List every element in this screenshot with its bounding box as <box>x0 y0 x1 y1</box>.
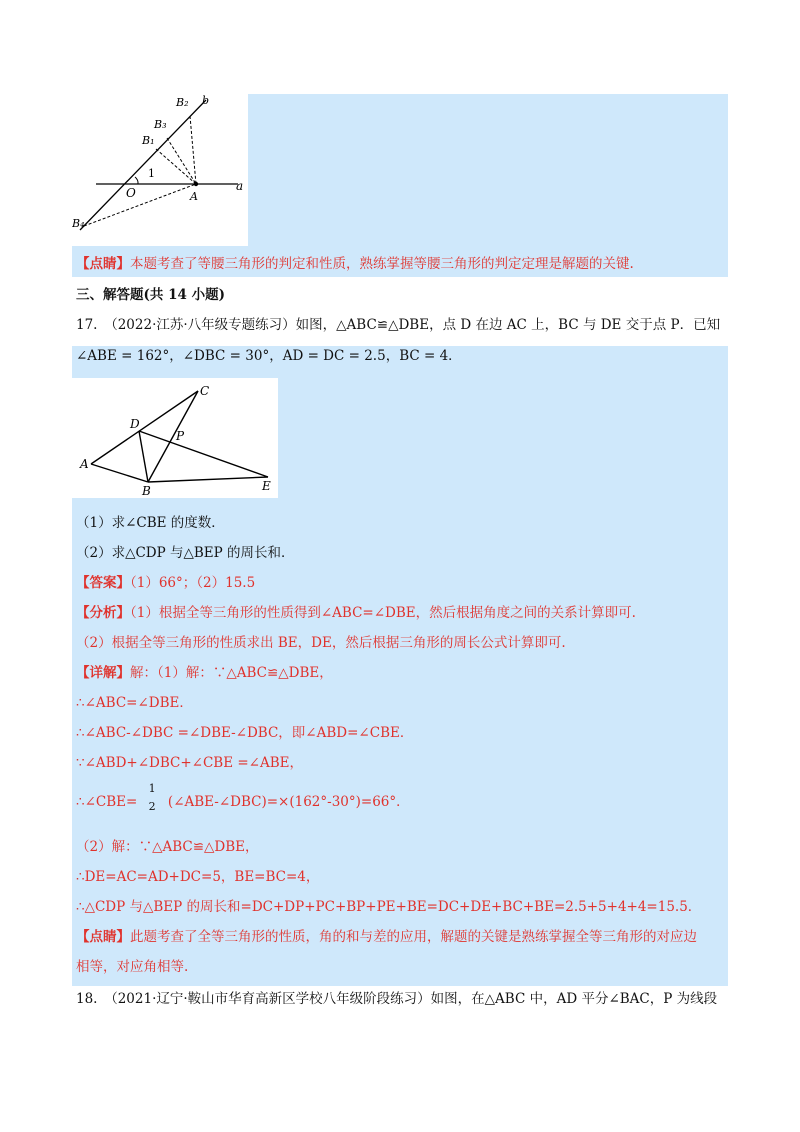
q17-stem-2: ∠ABE = 162°，∠DBC = 30°，AD = DC = 2.5，BC = 4． <box>76 348 462 364</box>
dianjing-line-1 <box>76 255 634 273</box>
label-B4: B₄ <box>72 217 85 230</box>
dianjing-tag: 【点睛】 <box>76 256 130 272</box>
q18-stem: 18. （2021·辽宁·鞍山市华育高新区学校八年级阶段练习）如图，在△ABC 中，AD 平分∠BAC，P 为线段 <box>76 991 718 1007</box>
fraction-denominator: 2 <box>148 799 156 813</box>
answer-tag: 【答案】 <box>76 575 130 591</box>
label-A: A <box>190 190 198 203</box>
label-b: b <box>202 94 210 107</box>
analysis-line-2: （2）根据全等三角形的性质求出 BE，DE，然后根据三角形的周长公式计算即可. <box>76 635 566 651</box>
label-B: B <box>142 484 151 498</box>
label-A: A <box>80 457 89 471</box>
dianjing-line-2 <box>76 928 697 946</box>
analysis-tag: 【分析】 <box>76 605 130 621</box>
answer-text: （1）66°；（2）15.5 <box>130 575 256 591</box>
q17-stem-1: 17. （2022·江苏·八年级专题练习）如图，△ABC≌△DBE，点 D 在边 AC 上，BC 与 DE 交于点 P．已知 <box>76 317 721 333</box>
label-P: P <box>176 429 185 443</box>
figure-congruent-triangles <box>72 378 278 498</box>
label-D: D <box>130 417 140 431</box>
label-B2: B₂ <box>176 96 189 109</box>
detail-line-2: ∴∠ABC=∠DBE． <box>76 695 193 711</box>
label-C: C <box>200 384 210 398</box>
detail-line-1 <box>76 664 333 682</box>
q17-sub-1: （1）求∠CBE 的度数． <box>76 515 225 531</box>
label-B1: B₁ <box>142 134 155 147</box>
detail-line-4: ∵∠ABD+∠DBC+∠CBE =∠ABE， <box>76 755 304 771</box>
section-title: 三、解答题(共 14 小题) <box>76 287 225 303</box>
label-E: E <box>262 479 271 493</box>
answer-line <box>76 574 255 592</box>
detail-line-7: ∴DE=AC=AD+DC=5，BE=BC=4， <box>76 869 320 885</box>
detail-line-6: （2）解：∵△ABC≌△DBE， <box>76 839 259 855</box>
detail-tag: 【详解】 <box>76 665 130 681</box>
label-a: a <box>236 179 244 193</box>
q17-sub-2: （2）求△CDP 与△BEP 的周长和． <box>76 545 295 561</box>
analysis-line-1 <box>76 604 636 622</box>
detail-line-3: ∴∠ABC-∠DBC =∠DBE-∠DBC，即∠ABD=∠CBE． <box>76 725 414 741</box>
analysis-text-1: （1）根据全等三角形的性质得到∠ABC=∠DBE，然后根据角度之间的关系计算即可. <box>130 605 636 621</box>
detail-line-5 <box>76 781 410 813</box>
fraction <box>142 781 164 813</box>
dianjing-text: 本题考查了等腰三角形的判定和性质，熟练掌握等腰三角形的判定定理是解题的关键. <box>130 256 634 272</box>
detail-text-1: 解：（1）解：∵△ABC≌△DBE， <box>130 665 333 681</box>
label-O: O <box>126 186 136 200</box>
dianjing-line-3: 相等，对应角相等. <box>76 959 189 975</box>
detail-line-8: ∴△CDP 与△BEP 的周长和=DC+DP+PC+BP+PE+BE=DC+DE+BC+BE=2.5+5+4+4=15.5． <box>76 899 702 915</box>
detail-5-prefix: ∴∠CBE= <box>76 794 138 810</box>
dianjing-tag-2: 【点睛】 <box>76 929 130 945</box>
figure-isosceles-construction <box>72 94 248 246</box>
label-B3: B₃ <box>154 118 167 131</box>
dianjing-text-2: 此题考查了全等三角形的性质，角的和与差的应用，解题的关键是熟练掌握全等三角形的对应边 <box>130 929 697 945</box>
label-angle-1: 1 <box>148 167 155 180</box>
detail-5-suffix: (∠ABE-∠DBC)=×(162°-30°)=66°． <box>167 794 410 810</box>
fraction-numerator: 1 <box>148 781 156 795</box>
